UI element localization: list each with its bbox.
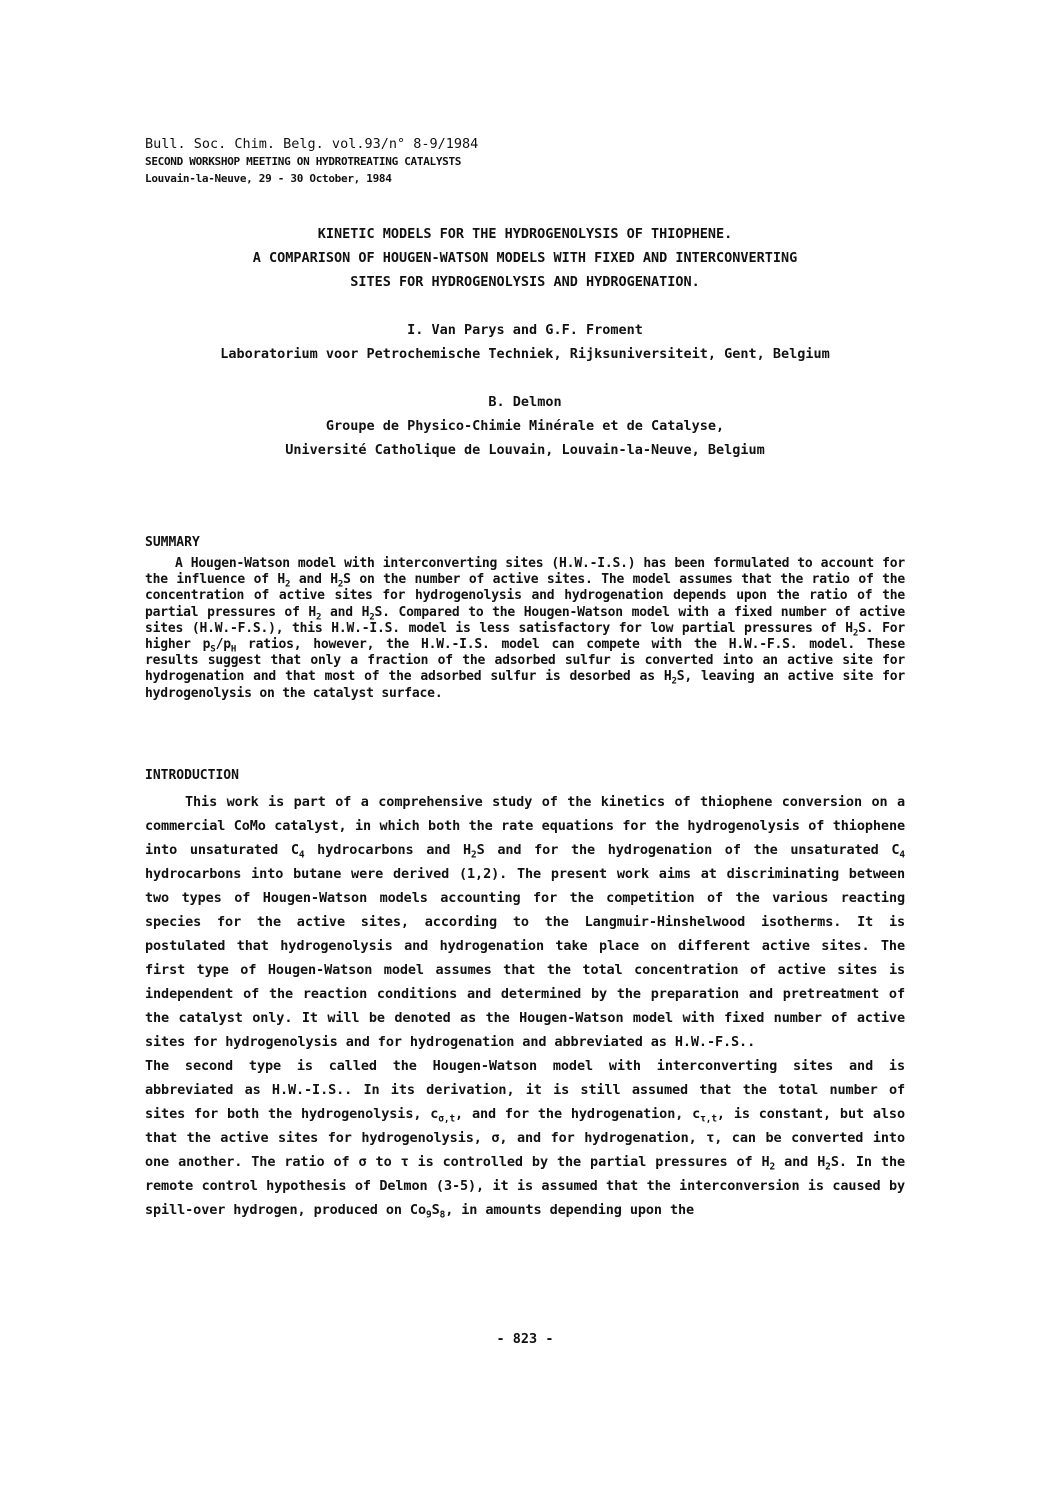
title-line-3: SITES FOR HYDROGENOLYSIS AND HYDROGENATION. (350, 274, 700, 290)
author-block-2 (0, 390, 1050, 462)
page-number: - 823 - (496, 1331, 554, 1347)
summary-paragraph: A Hougen-Watson model with interconverting sites (H.W.-I.S.) has been formulated to account for the influence of $H_2$ and $H_2S$ on the number of active sites. The model assumes that the ratio of the concentration of active sites for hydrogenolysis and hydrogenation depends upon the ratio of the partial pressures of $H_2$ and $H_2S$. Compared to the Hougen-Watson model with a fixed number of active sites (H.W.-F.S.), this H.W.-I.S. model is less satisfactory for low partial pressures of $H_2S$. For higher $p_S/p_H$ ratios, however, the H.W.-I.S. model can compete with the H.W.-F.S. model. These results suggest that only a fraction of the adsorbed sulfur is converted into an active site for hydrogenation and that most of the adsorbed sulfur is desorbed as $H_2S$, leaving an active site for hydrogenolysis on the catalyst surface. (145, 556, 905, 701)
title-line-1: KINETIC MODELS FOR THE HYDROGENOLYSIS OF THIOPHENE. (317, 226, 733, 242)
summary-section (145, 556, 905, 702)
affiliation-2a: Groupe de Physico-Chimie Minérale et de Catalyse, (325, 418, 725, 434)
intro-paragraph-2: The second type is called the Hougen-Watson model with interconverting sites and is abbreviated as H.W.-I.S.. In its derivation, it is still assumed that the total number of sites for both the hydrogenolysis, $c_{\sigma,t}$, and for the hydrogenation, $c_{\tau,t}$, is constant, but also that the active sites for hydrogenolysis, σ, and for hydrogenation, τ, can be converted into one another. The ratio of σ to τ is controlled by the partial pressures of $H_2$ and $H_2S$. In the remote control hypothesis of Delmon (3-5), it is assumed that the interconversion is caused by spill-over hydrogen, produced on $Co_9S_8$, in amounts depending upon the (145, 1058, 906, 1221)
location-date-line: Louvain-la-Neuve, 29 - 30 October, 1984 (145, 172, 392, 185)
author-names-2: B. Delmon (488, 394, 562, 410)
citation-line: Bull. Soc. Chim. Belg. vol.93/n° 8-9/1984 (145, 136, 479, 152)
author-names-1: I. Van Parys and G.F. Froment (407, 322, 643, 338)
journal-header (145, 136, 478, 187)
affiliation-1: Laboratorium voor Petrochemische Techniek, Rijksuniversiteit, Gent, Belgium (220, 346, 830, 362)
paper-title (0, 222, 1050, 294)
affiliation-2b: Université Catholique de Louvain, Louvain-la-Neuve, Belgium (285, 442, 765, 458)
title-line-2: A COMPARISON OF HOUGEN-WATSON MODELS WITH FIXED AND INTERCONVERTING (252, 250, 798, 266)
intro-paragraph-1: This work is part of a comprehensive study of the kinetics of thiophene conversion on a commercial CoMo catalyst, in which both the rate equations for the hydrogenolysis of thiophene into unsaturated $C_4$ hydrocarbons and $H_2S$ and for the hydrogenation of the unsaturated $C_4$ hydrocarbons into butane were derived (1,2). The present work aims at discriminating between two types of Hougen-Watson models accounting for the competition of the various reacting species for the active sites, according to the Langmuir-Hinshelwood isotherms. It is postulated that hydrogenolysis and hydrogenation take place on different active sites. The first type of Hougen-Watson model assumes that the total concentration of active sites is independent of the reaction conditions and determined by the preparation and pretreatment of the catalyst only. It will be denoted as the Hougen-Watson model with fixed number of active sites for hydrogenolysis and for hydrogenation and abbreviated as H.W.-F.S.. (145, 794, 905, 1050)
meeting-line: SECOND WORKSHOP MEETING ON HYDROTREATING CATALYSTS (145, 155, 462, 168)
author-block-1 (0, 318, 1050, 366)
introduction-heading: INTRODUCTION (145, 768, 239, 783)
introduction-section (145, 790, 905, 1222)
summary-heading: SUMMARY (145, 535, 200, 550)
